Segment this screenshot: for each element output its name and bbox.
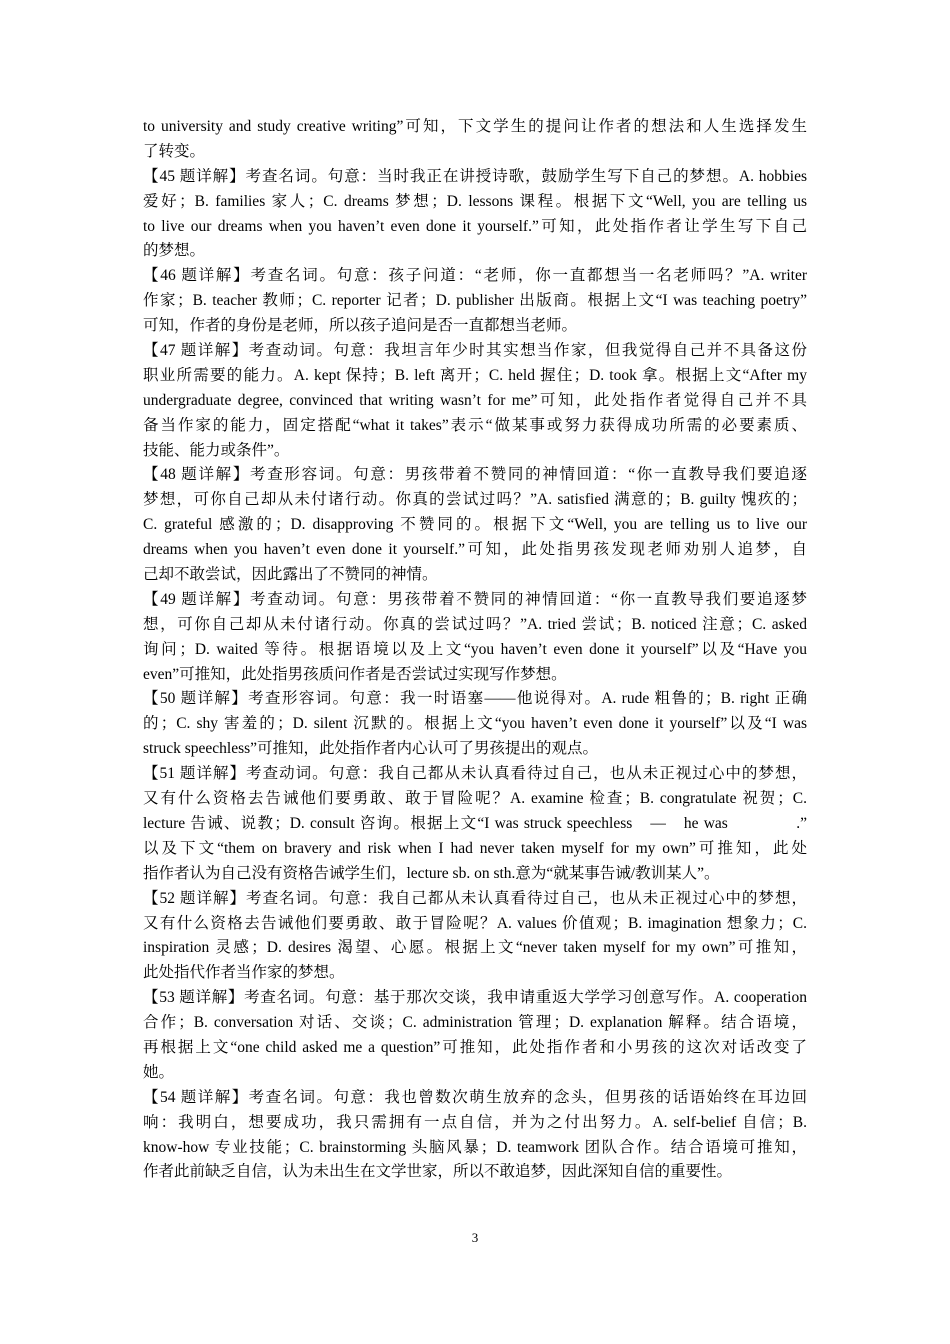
text-line: 【52 题详解】考查名词。句意：我自己都从未认真看待过自己，也从未正视过心中的梦想， bbox=[143, 889, 807, 907]
text-line: 【53 题详解】考查名词。句意：基于那次交谈，我申请重返大学学习创意写作。A. cooperation bbox=[143, 989, 807, 1007]
text-line: C. grateful 感激的；D. disapproving 不赞同的。根据下文“Well, you are telling us to live our bbox=[143, 516, 807, 534]
text-line: 此处指代作者当作家的梦想。 bbox=[143, 964, 345, 982]
text-line: 可知，作者的身份是老师，所以孩子追问是否一直都想当老师。 bbox=[143, 317, 578, 335]
text-line: 技能、能力或条件”。 bbox=[143, 441, 290, 459]
text-line: 的梦想。 bbox=[143, 242, 206, 260]
text-line: 以及下文“them on bravery and risk when I had never taken myself for my own”可推知，此处 bbox=[143, 839, 807, 857]
text-line: 作家；B. teacher 教师；C. reporter 记者；D. publisher 出版商。根据上文“I was teaching poetry” bbox=[143, 292, 807, 310]
text-line: 又有什么资格去告诫他们要勇敢、敢于冒险呢？A. values 价值观；B. imagination 想象力；C. bbox=[143, 914, 807, 932]
text-line: 备当作家的能力，固定搭配“what it takes”表示“做某事或努力获得成功所需的必要素质、 bbox=[143, 416, 807, 434]
text-line: 指作者认为自己没有资格告诫学生们，lecture sb. on sth.意为“就某事告诫/教训某人”。 bbox=[143, 864, 720, 882]
text-line: 又有什么资格去告诫他们要勇敢、敢于冒险呢？A. examine 检查；B. congratulate 祝贺；C. bbox=[143, 790, 807, 808]
text-line: undergraduate degree, convinced that writing wasn’t for me”可知，此处指作者觉得自己并不具 bbox=[143, 391, 807, 409]
text-line: 响：我明白，想要成功，我只需拥有一点自信，并为之付出努力。A. self-belief 自信；B. bbox=[143, 1113, 807, 1131]
text-line: lecture 告诫、说教；D. consult 咨询。根据上文“I was struck speechless — he was .” bbox=[143, 814, 807, 832]
text-line: 合作；B. conversation 对话、交谈；C. administration 管理；D. explanation 解释。结合语境， bbox=[143, 1014, 807, 1032]
text-line: 爱好；B. families 家人；C. dreams 梦想；D. lessons 课程。根据下文“Well, you are telling us bbox=[143, 192, 807, 210]
text-line: 了转变。 bbox=[143, 142, 206, 160]
answer-explanations bbox=[143, 115, 807, 1185]
text-line: struck speechless”可推知，此处指作者内心认可了男孩提出的观点。 bbox=[143, 740, 599, 758]
text-line: 想，可你自己却从未付诸行动。你真的尝试过吗？”A. tried 尝试；B. noticed 注意；C. asked bbox=[143, 615, 807, 633]
page-number: 3 bbox=[471, 1230, 479, 1245]
text-line: 【50 题详解】考查形容词。句意：我一时语塞——他说得对。A. rude 粗鲁的；B. right 正确 bbox=[143, 690, 807, 708]
text-line: 再根据上文“one child asked me a question”可推知，此处指作者和小男孩的这次对话改变了 bbox=[143, 1038, 807, 1056]
text-line: to university and study creative writing”可知，下文学生的提问让作者的想法和人生选择发生 bbox=[143, 118, 807, 135]
text-line: 她。 bbox=[143, 1063, 175, 1081]
text-line: 的；C. shy 害羞的；D. silent 沉默的。根据上文“you haven’t even done it yourself”以及“I was bbox=[143, 715, 807, 733]
text-line: to live our dreams when you haven’t even done it yourself.”可知，此处指作者让学生写下自己 bbox=[143, 217, 807, 235]
text-line: 【46 题详解】考查名词。句意：孩子问道：“老师，你一直都想当一名老师吗？”A. writer bbox=[143, 267, 807, 285]
text-line: even”可推知，此处指男孩质问作者是否尝试过实现写作梦想。 bbox=[143, 665, 567, 683]
text-line: know-how 专业技能；C. brainstorming 头脑风暴；D. teamwork 团队合作。结合语境可推知， bbox=[143, 1138, 807, 1156]
text-line: 【49 题详解】考查动词。句意：男孩带着不赞同的神情回道：“你一直教导我们要追逐梦 bbox=[143, 590, 807, 608]
text-line: 询问；D. waited 等待。根据语境以及上文“you haven’t even done it yourself”以及“Have you bbox=[143, 640, 807, 658]
text-line: dreams when you haven’t even done it yourself.”可知，此处指男孩发现老师劝别人追梦，自 bbox=[143, 541, 807, 559]
text-line: 【45 题详解】考查名词。句意：当时我正在讲授诗歌，鼓励学生写下自己的梦想。A. hobbies bbox=[143, 167, 807, 185]
text-line: 己却不敢尝试，因此露出了不赞同的神情。 bbox=[143, 566, 438, 584]
text-line: 【51 题详解】考查动词。句意：我自己都从未认真看待过自己，也从未正视过心中的梦想， bbox=[143, 765, 807, 783]
text-line: 职业所需要的能力。A. kept 保持；B. left 离开；C. held 握住；D. took 拿。根据上文“After my bbox=[143, 366, 807, 384]
text-line: 【47 题详解】考查动词。句意：我坦言年少时其实想当作家，但我觉得自己并不具备这份 bbox=[143, 342, 807, 360]
text-line: 【48 题详解】考查形容词。句意：男孩带着不赞同的神情回道：“你一直教导我们要追逐 bbox=[143, 466, 807, 484]
text-line: 梦想，可你自己却从未付诸行动。你真的尝试过吗？”A. satisfied 满意的；B. guilty 愧疚的； bbox=[143, 491, 807, 509]
text-line: inspiration 灵感；D. desires 渴望、心愿。根据上文“never taken myself for my own”可推知， bbox=[143, 939, 807, 957]
text-line: 【54 题详解】考查名词。句意：我也曾数次萌生放弃的念头，但男孩的话语始终在耳边回 bbox=[143, 1088, 807, 1106]
text-line: 作者此前缺乏自信，认为未出生在文学世家，所以不敢追梦，因此深知自信的重要性。 bbox=[143, 1163, 733, 1181]
